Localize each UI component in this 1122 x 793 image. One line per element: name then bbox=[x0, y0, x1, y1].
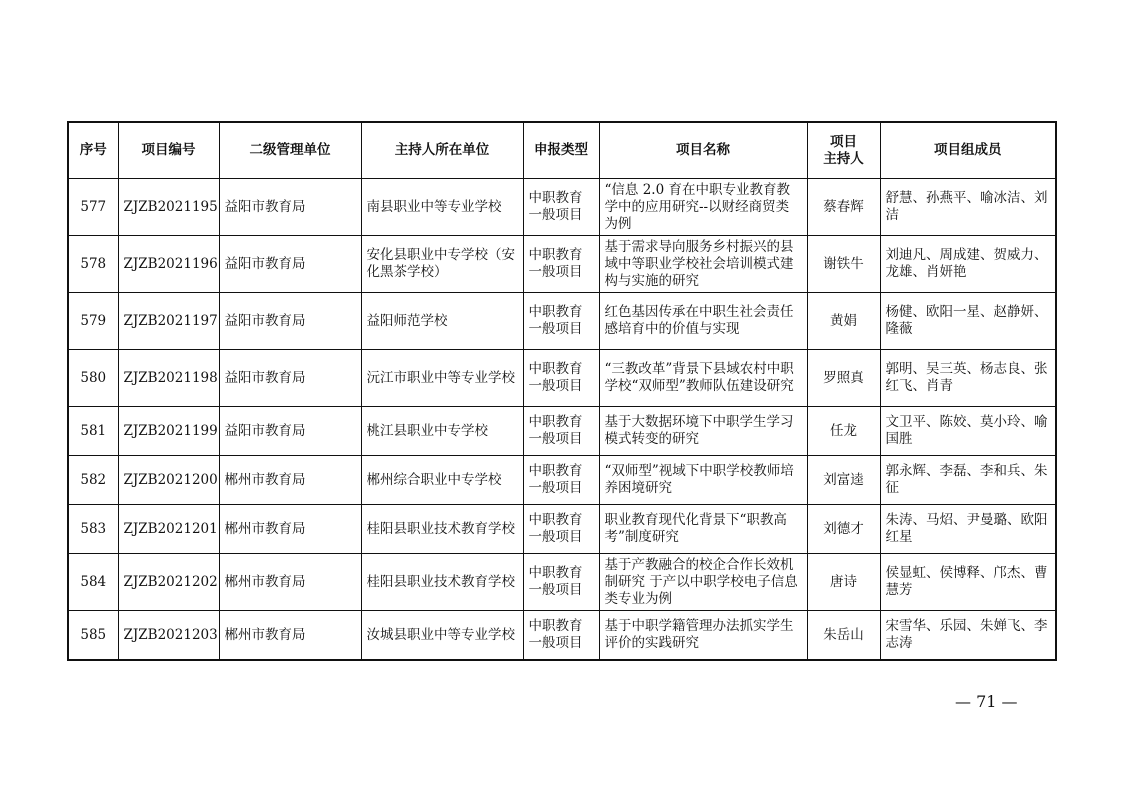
cell-type: 中职教育一般项目 bbox=[523, 293, 599, 350]
cell-host-unit: 益阳师范学校 bbox=[361, 293, 523, 350]
cell-code: ZJZB2021199 bbox=[118, 407, 219, 456]
page-number: — 71 — bbox=[955, 692, 1018, 711]
cell-code: ZJZB2021195 bbox=[118, 179, 219, 236]
table-row bbox=[68, 456, 1056, 505]
cell-host: 蔡春辉 bbox=[807, 179, 880, 236]
cell-admin-unit: 郴州市教育局 bbox=[219, 611, 361, 661]
cell-code: ZJZB2021196 bbox=[118, 236, 219, 293]
cell-host-unit: 安化县职业中专学校（安化黑茶学校） bbox=[361, 236, 523, 293]
table-row bbox=[68, 293, 1056, 350]
cell-members: 刘迪凡、周成建、贺威力、龙雄、肖妍艳 bbox=[880, 236, 1056, 293]
cell-project-name: 基于产教融合的校企合作长效机制研究 于产以中职学校电子信息类专业为例 bbox=[599, 554, 807, 611]
cell-project-name: 红色基因传承在中职生社会责任感培育中的价值与实现 bbox=[599, 293, 807, 350]
header-host bbox=[807, 122, 880, 179]
cell-admin-unit: 益阳市教育局 bbox=[219, 179, 361, 236]
cell-members: 侯显虹、侯博释、邝杰、曹慧芳 bbox=[880, 554, 1056, 611]
table-row bbox=[68, 350, 1056, 407]
header-name: 项目名称 bbox=[599, 122, 807, 179]
cell-host: 朱岳山 bbox=[807, 611, 880, 661]
cell-code: ZJZB2021200 bbox=[118, 456, 219, 505]
cell-members: 郭明、吴三英、杨志良、张红飞、肖青 bbox=[880, 350, 1056, 407]
cell-code: ZJZB2021202 bbox=[118, 554, 219, 611]
cell-host-unit: 南县职业中等专业学校 bbox=[361, 179, 523, 236]
cell-members: 杨健、欧阳一星、赵静妍、隆薇 bbox=[880, 293, 1056, 350]
cell-admin-unit: 益阳市教育局 bbox=[219, 407, 361, 456]
table-row bbox=[68, 611, 1056, 661]
table-row bbox=[68, 407, 1056, 456]
cell-type: 中职教育一般项目 bbox=[523, 236, 599, 293]
cell-code: ZJZB2021203 bbox=[118, 611, 219, 661]
cell-project-name: “三教改革”背景下县域农村中职学校“双师型”教师队伍建设研究 bbox=[599, 350, 807, 407]
cell-project-name: 基于大数据环境下中职学生学习模式转变的研究 bbox=[599, 407, 807, 456]
header-host-unit: 主持人所在单位 bbox=[361, 122, 523, 179]
table-row bbox=[68, 554, 1056, 611]
cell-members: 宋雪华、乐园、朱婵飞、李志涛 bbox=[880, 611, 1056, 661]
cell-admin-unit: 郴州市教育局 bbox=[219, 554, 361, 611]
cell-index: 584 bbox=[68, 554, 118, 611]
cell-host-unit: 桂阳县职业技术教育学校 bbox=[361, 554, 523, 611]
cell-code: ZJZB2021201 bbox=[118, 505, 219, 554]
cell-code: ZJZB2021197 bbox=[118, 293, 219, 350]
cell-index: 581 bbox=[68, 407, 118, 456]
cell-host: 罗照真 bbox=[807, 350, 880, 407]
cell-host-unit: 沅江市职业中等专业学校 bbox=[361, 350, 523, 407]
header-members: 项目组成员 bbox=[880, 122, 1056, 179]
header-host-line2: 主持人 bbox=[823, 150, 864, 167]
cell-project-name: 基于中职学籍管理办法抓实学生评价的实践研究 bbox=[599, 611, 807, 661]
cell-type: 中职教育一般项目 bbox=[523, 179, 599, 236]
cell-host-unit: 汝城县职业中等专业学校 bbox=[361, 611, 523, 661]
cell-admin-unit: 郴州市教育局 bbox=[219, 505, 361, 554]
header-row bbox=[68, 122, 1056, 179]
header-host-line1: 项目 bbox=[830, 133, 857, 150]
cell-type: 中职教育一般项目 bbox=[523, 505, 599, 554]
cell-type: 中职教育一般项目 bbox=[523, 407, 599, 456]
cell-index: 579 bbox=[68, 293, 118, 350]
table-row bbox=[68, 236, 1056, 293]
header-admin-unit: 二级管理单位 bbox=[219, 122, 361, 179]
cell-type: 中职教育一般项目 bbox=[523, 554, 599, 611]
cell-members: 朱涛、马炤、尹曼璐、欧阳红星 bbox=[880, 505, 1056, 554]
table-row bbox=[68, 505, 1056, 554]
cell-index: 582 bbox=[68, 456, 118, 505]
cell-host: 谢铁牛 bbox=[807, 236, 880, 293]
cell-members: 文卫平、陈姣、莫小玲、喻国胜 bbox=[880, 407, 1056, 456]
cell-host: 黄娟 bbox=[807, 293, 880, 350]
cell-members: 舒慧、孙燕平、喻冰洁、刘洁 bbox=[880, 179, 1056, 236]
header-code: 项目编号 bbox=[118, 122, 219, 179]
cell-host: 刘富逵 bbox=[807, 456, 880, 505]
cell-code: ZJZB2021198 bbox=[118, 350, 219, 407]
header-index: 序号 bbox=[68, 122, 118, 179]
cell-admin-unit: 郴州市教育局 bbox=[219, 456, 361, 505]
table-row bbox=[68, 179, 1056, 236]
cell-index: 578 bbox=[68, 236, 118, 293]
cell-host-unit: 桃江县职业中专学校 bbox=[361, 407, 523, 456]
cell-host-unit: 郴州综合职业中专学校 bbox=[361, 456, 523, 505]
cell-project-name: 基于需求导向服务乡村振兴的县域中等职业学校社会培训模式建构与实施的研究 bbox=[599, 236, 807, 293]
cell-members: 郭永辉、李磊、李和兵、朱征 bbox=[880, 456, 1056, 505]
cell-type: 中职教育一般项目 bbox=[523, 350, 599, 407]
cell-index: 583 bbox=[68, 505, 118, 554]
cell-admin-unit: 益阳市教育局 bbox=[219, 236, 361, 293]
cell-host: 任龙 bbox=[807, 407, 880, 456]
cell-index: 577 bbox=[68, 179, 118, 236]
cell-index: 580 bbox=[68, 350, 118, 407]
cell-project-name: “信息 2.0 育在中职专业教育教学中的应用研究--以财经商贸类为例 bbox=[599, 179, 807, 236]
cell-type: 中职教育一般项目 bbox=[523, 456, 599, 505]
cell-host: 唐诗 bbox=[807, 554, 880, 611]
cell-project-name: “双师型”视域下中职学校教师培养困境研究 bbox=[599, 456, 807, 505]
cell-host: 刘德才 bbox=[807, 505, 880, 554]
cell-index: 585 bbox=[68, 611, 118, 661]
cell-admin-unit: 益阳市教育局 bbox=[219, 293, 361, 350]
cell-project-name: 职业教育现代化背景下“职教高考”制度研究 bbox=[599, 505, 807, 554]
cell-admin-unit: 益阳市教育局 bbox=[219, 350, 361, 407]
cell-type: 中职教育一般项目 bbox=[523, 611, 599, 661]
header-type: 申报类型 bbox=[523, 122, 599, 179]
project-table bbox=[67, 121, 1057, 661]
cell-host-unit: 桂阳县职业技术教育学校 bbox=[361, 505, 523, 554]
